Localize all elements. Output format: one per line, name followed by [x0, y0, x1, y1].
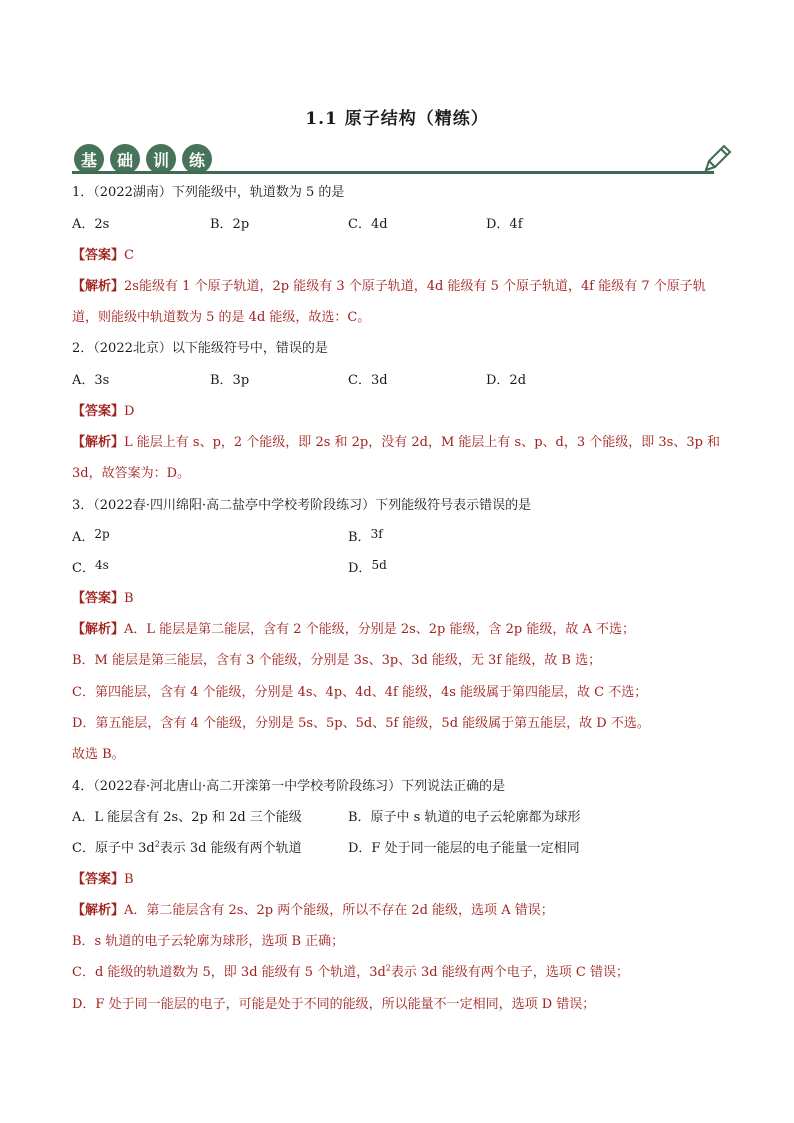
q2-analysis-line-2: 3d，故答案为：D。: [72, 466, 191, 481]
option-text: 5d: [371, 558, 387, 572]
superscript: 2: [154, 839, 160, 849]
section-char-2: 础: [110, 144, 140, 174]
option-text: 2p: [94, 527, 110, 541]
q2-analysis-line-1: [72, 434, 720, 452]
q2-option-b: B．3p: [210, 373, 250, 388]
q1-option-c: C．4d: [348, 217, 388, 232]
q4-option-c: [72, 840, 302, 858]
q3-option-a: [72, 528, 110, 547]
q4-analysis-line-1: [72, 902, 554, 920]
analysis-text: L 能层上有 s、p，2 个能级，即 2s 和 2p，没有 2d，M 能层上有 s、p、d，3 个能级，即 3s、3p 和: [124, 435, 721, 450]
q3-analysis-line-4: D．第五能层，含有 4 个能级，分别是 5s、5p、5d、5f 能级，5d 能级属于第五能层，故 D 不选。: [72, 716, 650, 731]
q4-option-b: B．原子中 s 轨道的电子云轮廓都为球形: [348, 810, 581, 825]
q3-stem: 3．（2022春·四川绵阳·高二盐亭中学校考阶段练习）下列能级符号表示错误的是: [72, 498, 532, 513]
option-text: 3f: [370, 527, 383, 541]
section-banner: [72, 140, 736, 176]
q3-option-d: [348, 559, 387, 578]
q4-option-d: D．F 处于同一能层的电子能量一定相同: [348, 841, 580, 856]
q3-option-c: [72, 559, 109, 578]
answer-label: 【答案】: [72, 872, 125, 887]
q4-analysis-line-3: [72, 964, 629, 982]
q2-stem: 2．（2022北京）以下能级符号中，错误的是: [72, 341, 328, 356]
section-char-4: 练: [182, 144, 212, 174]
pencil-icon: [700, 140, 736, 176]
q1-stem: 1．（2022湖南）下列能级中，轨道数为 5 的是: [72, 185, 345, 200]
q3-option-b: [348, 528, 383, 547]
q3-answer: [72, 590, 134, 608]
q2-option-a: A．3s: [72, 373, 110, 388]
q4-option-a: A．L 能层含有 2s、2p 和 2d 三个能级: [72, 810, 302, 825]
section-char-1: 基: [74, 144, 104, 174]
q4-answer: [72, 871, 134, 889]
answer-value: C: [124, 248, 134, 263]
analysis-text: A．第二能层含有 2s、2p 两个能级，所以不存在 2d 能级，选项 A 错误；: [124, 903, 554, 918]
q1-option-a: A．2s: [72, 217, 110, 232]
analysis-label: 【解析】: [72, 279, 125, 294]
answer-label: 【答案】: [72, 248, 125, 263]
q3-analysis-line-1: [72, 621, 635, 639]
section-char-3: 训: [146, 144, 176, 174]
q3-analysis-line-3: C．第四能层，含有 4 个能级，分别是 4s、4p、4d、4f 能级，4s 能级属于第四能层，故 C 不选；: [72, 685, 648, 700]
option-letter: A．: [72, 530, 95, 545]
q3-conclusion: 故选 B。: [72, 747, 125, 762]
analysis-text-1: C．d 能级的轨道数为 5，即 3d 能级有 5 个轨道，3d: [72, 965, 386, 980]
q4-stem: 4．（2022春·河北唐山·高二开滦第一中学校考阶段练习）下列说法正确的是: [72, 779, 506, 794]
option-text: 4s: [94, 558, 109, 572]
answer-label: 【答案】: [72, 404, 125, 419]
q1-option-b: B．2p: [210, 217, 250, 232]
answer-value: B: [124, 591, 134, 606]
analysis-label: 【解析】: [72, 622, 125, 637]
page-title: 1.1 原子结构（精练）: [305, 109, 489, 129]
q2-option-c: C．3d: [348, 373, 388, 388]
q4-analysis-line-2: B．s 轨道的电子云轮廓为球形，选项 B 正确；: [72, 934, 345, 949]
q4-analysis-line-4: D．F 处于同一能层的电子，可能是处于不同的能级，所以能量不一定相同，选项 D 错误；: [72, 997, 596, 1012]
q2-answer: [72, 403, 134, 421]
option-letter: C．: [72, 561, 95, 576]
analysis-text: A．L 能层是第二能层，含有 2 个能级，分别是 2s、2p 能级，含 2p 能级，故 A 不选；: [124, 622, 636, 637]
analysis-text-2: 表示 3d 能级有两个电子，选项 C 错误；: [390, 965, 629, 980]
answer-value: B: [124, 872, 134, 887]
q2-option-d: D．2d: [486, 373, 527, 388]
q3-analysis-line-2: B．M 能层是第三能层，含有 3 个能级，分别是 3s、3p、3d 能级，无 3f 能级，故 B 选；: [72, 653, 602, 668]
banner-divider: [72, 171, 714, 174]
option-letter: D．: [348, 561, 372, 576]
analysis-text: 2s能级有 1 个原子轨道，2p 能级有 3 个原子轨道，4d 能级有 5 个原子轨道，4f 能级有 7 个原子轨: [124, 279, 706, 294]
q1-analysis-line-2: 道，则能级中轨道数为 5 的是 4d 能级，故选：C。: [72, 310, 371, 325]
option-text-2: 表示 3d 能级有两个轨道: [159, 841, 302, 856]
option-letter: B．: [348, 530, 371, 545]
answer-value: D: [124, 404, 135, 419]
q1-answer: [72, 247, 134, 265]
superscript: 2: [385, 963, 391, 973]
q1-analysis-line-1: [72, 278, 706, 296]
analysis-label: 【解析】: [72, 903, 125, 918]
q1-option-d: D．4f: [486, 217, 523, 232]
option-text-1: C．原子中 3d: [72, 841, 155, 856]
analysis-label: 【解析】: [72, 435, 125, 450]
answer-label: 【答案】: [72, 591, 125, 606]
